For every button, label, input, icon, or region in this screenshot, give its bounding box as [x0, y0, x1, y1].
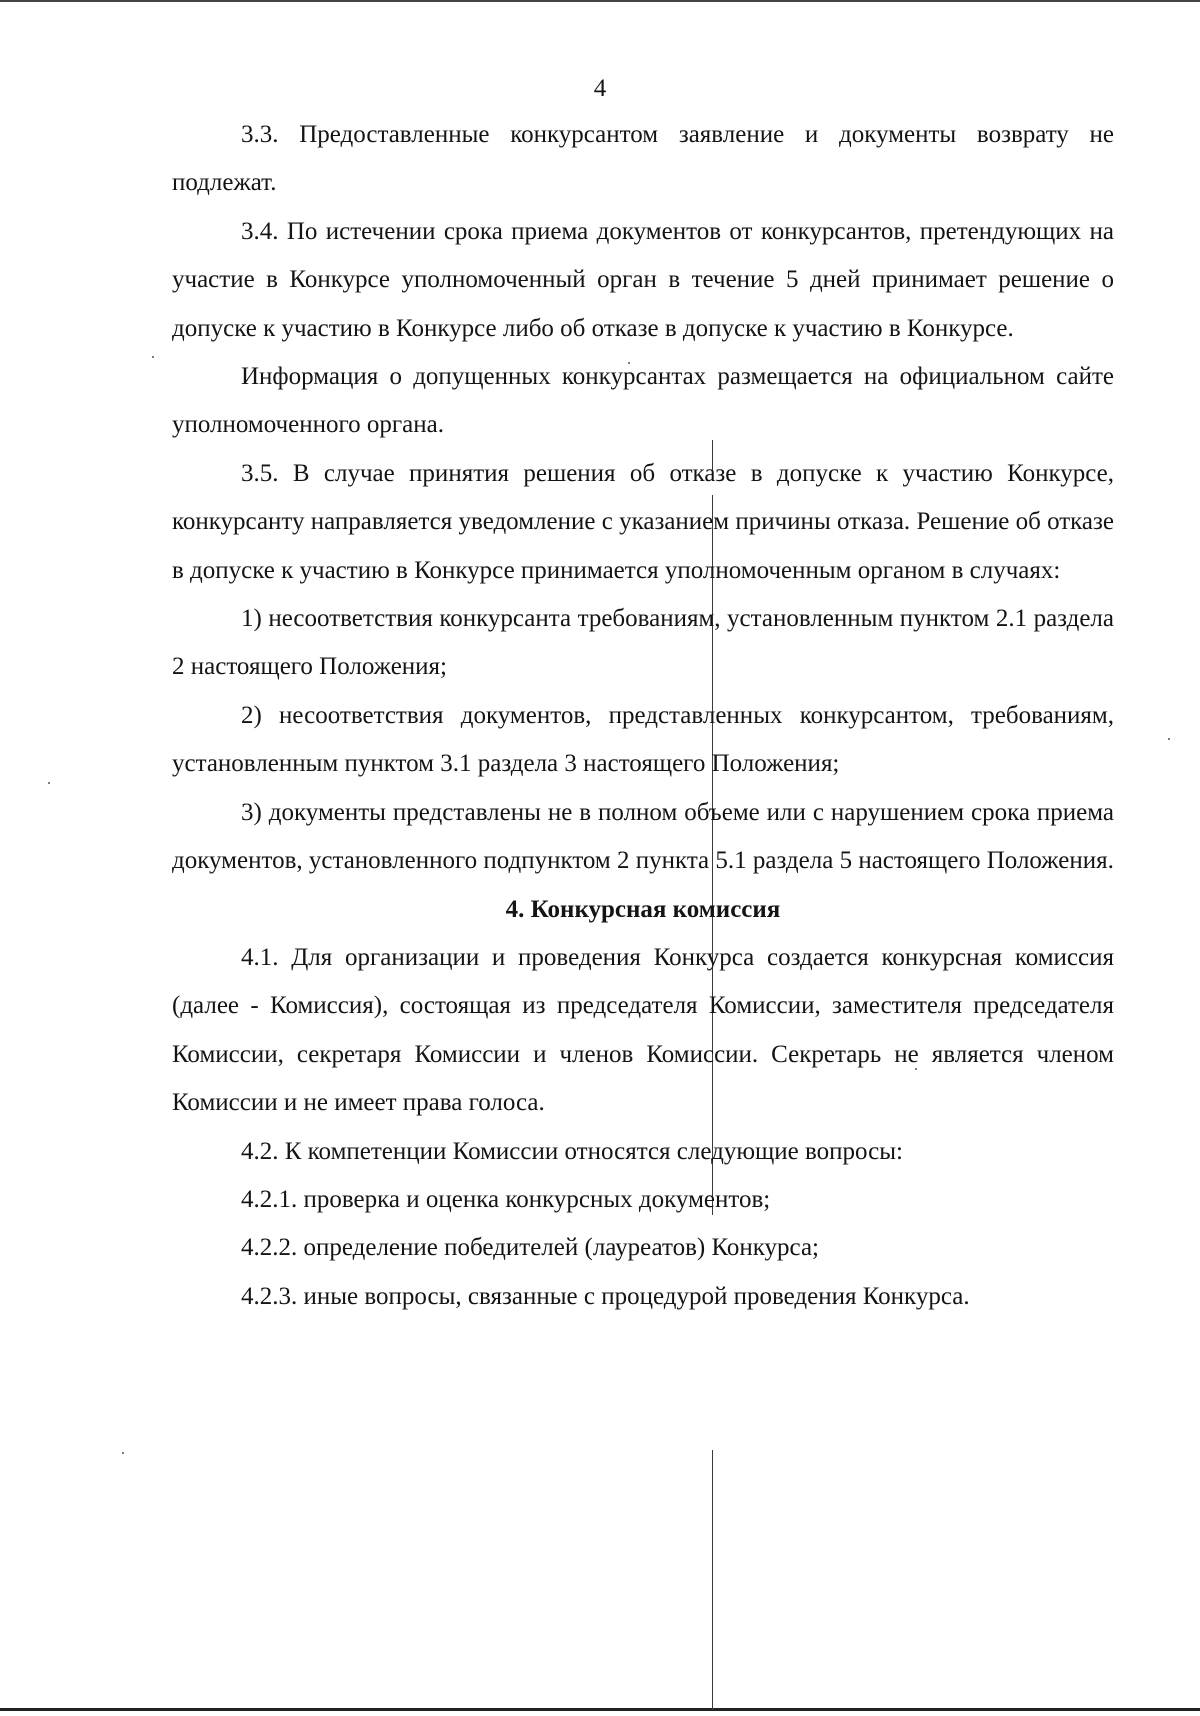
paragraph-info: Информация о допущенных конкурсантах размещается на официальном сайте уполномоченного органа. [172, 363, 1114, 439]
paragraph-4-2-1: 4.2.1. проверка и оценка конкурсных документов; [241, 1185, 771, 1213]
paragraph-4-1: 4.1. Для организации и проведения Конкурса создается конкурсная комиссия (далее - Комиссия), состоящая из председателя Комиссии, заместителя председателя Комиссии, секретаря Комиссии и членов Комиссии. Секретарь не является членом Комиссии и не имеет права голоса. [172, 943, 1114, 1117]
scan-speck [122, 1452, 124, 1454]
scan-fold-line [712, 1450, 713, 1710]
paragraph-4-2-2: 4.2.2. определение победителей (лауреатов) Конкурса; [241, 1234, 819, 1262]
document-body [172, 111, 1114, 1321]
paragraph-4-2: 4.2. К компетенции Комиссии относятся следующие вопросы: [241, 1137, 903, 1165]
list-item-2: 2) несоответствия документов, представленных конкурсантом, требованиям, установленным пунктом 3.1 раздела 3 настоящего Положения; [172, 701, 1114, 778]
page-number: 4 [593, 75, 607, 102]
scan-speck [1168, 738, 1170, 740]
scan-edge-bottom [0, 1708, 1200, 1711]
list-item-1: 1) несоответствия конкурсанта требованиям, установленным пунктом 2.1 раздела 2 настоящего Положения; [172, 605, 1114, 681]
list-item-3: 3) документы представлены не в полном объеме или с нарушением срока приема документов, установленного подпунктом 2 пункта 5.1 раздела 5 настоящего Положения. [172, 798, 1114, 875]
scan-edge-top [0, 0, 1200, 2]
paragraph-3-4: 3.4. По истечении срока приема документов от конкурсантов, претендующих на участие в Конкурсе уполномоченный орган в течение 5 дней принимает решение о допуске к участию в Конкурсе либо об отказе в допуске к участию в Конкурсе. [172, 217, 1114, 342]
scan-speck [152, 356, 154, 358]
paragraph-3-3: 3.3. Предоставленные конкурсантом заявление и документы возврату не подлежат. [172, 121, 1114, 197]
paragraph-4-2-3: 4.2.3. иные вопросы, связанные с процедурой проведения Конкурса. [241, 1282, 970, 1310]
section-heading: 4. Конкурсная комиссия [505, 895, 781, 923]
scan-speck [48, 782, 50, 784]
paragraph-3-5: 3.5. В случае принятия решения об отказе в допуске к участию Конкурсе, конкурсанту направляется уведомление с указанием причины отказа. Решение об отказе в допуске к участию в Конкурсе принимается уполномоченным органом в случаях: [172, 459, 1114, 584]
